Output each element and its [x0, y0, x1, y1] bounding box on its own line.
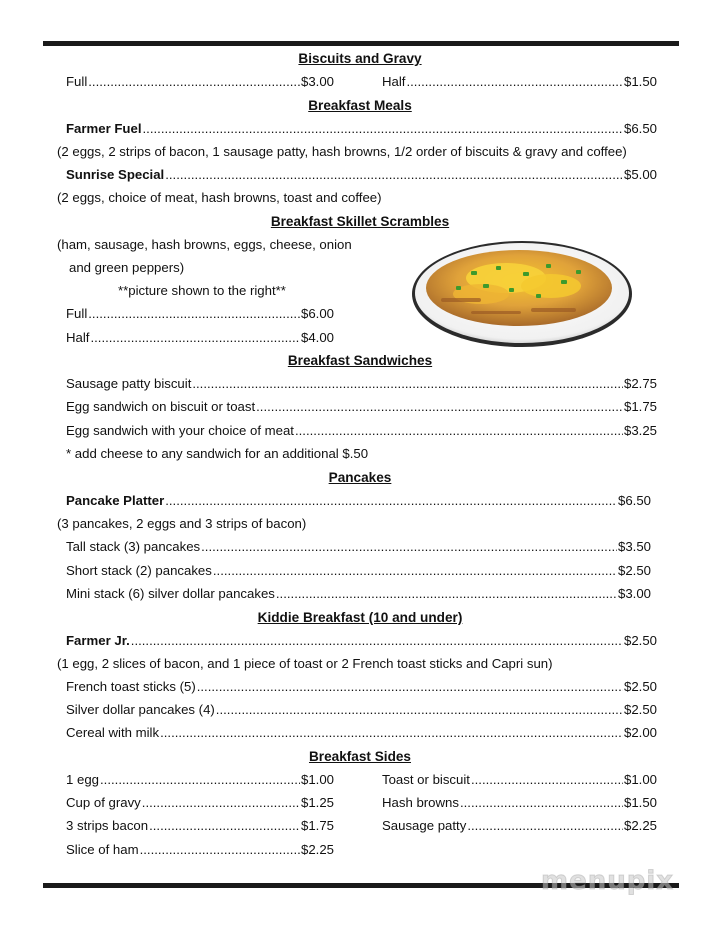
menu-item-side-egg — [66, 769, 334, 791]
leader-dots — [460, 792, 623, 814]
item-description-sunrise-special: (2 eggs, choice of meat, hash browns, toast and coffee) — [57, 190, 382, 205]
item-name: Tall stack (3) pancakes — [66, 539, 201, 554]
leader-dots — [149, 815, 300, 837]
item-price: $2.50 — [617, 563, 651, 578]
menu-item-side-bacon — [66, 815, 334, 837]
menu-item-silver-dollar-pancakes — [66, 699, 657, 721]
menu-item-egg-sandwich-meat — [66, 420, 657, 442]
item-name: Full — [66, 306, 88, 321]
item-price: $2.25 — [623, 818, 657, 833]
item-price: $2.25 — [300, 842, 334, 857]
item-price: $1.50 — [623, 74, 657, 89]
item-price: $1.00 — [300, 772, 334, 787]
item-description-farmer-jr: (1 egg, 2 slices of bacon, and 1 piece of toast or 2 French toast sticks and Capri sun) — [57, 656, 553, 671]
leader-dots — [467, 815, 623, 837]
item-name: Farmer Fuel — [66, 121, 142, 136]
item-name: 3 strips bacon — [66, 818, 149, 833]
item-name: Cup of gravy — [66, 795, 141, 810]
skillet-photo — [411, 236, 633, 348]
item-price: $2.50 — [623, 679, 657, 694]
item-price: $3.25 — [623, 423, 657, 438]
leader-dots — [100, 769, 300, 791]
item-name: Toast or biscuit — [382, 772, 470, 787]
leader-dots — [213, 560, 617, 582]
menu-item-skillet-half — [66, 327, 334, 349]
sandwich-cheese-note: * add cheese to any sandwich for an additional $.50 — [66, 446, 369, 461]
leader-dots — [256, 396, 623, 418]
leader-dots — [201, 536, 617, 558]
heading-pancakes: Pancakes — [328, 470, 392, 485]
leader-dots — [142, 792, 300, 814]
menupix-watermark: menupix — [541, 866, 675, 896]
item-name: Half — [382, 74, 406, 89]
item-price: $2.50 — [623, 633, 657, 648]
item-price: $3.00 — [617, 586, 651, 601]
menu-item-sunrise-special — [66, 164, 657, 186]
leader-dots — [295, 420, 623, 442]
item-name: Pancake Platter — [66, 493, 165, 508]
menu-item-side-sausage-patty — [382, 815, 657, 837]
item-name: Silver dollar pancakes (4) — [66, 702, 215, 717]
item-price: $1.25 — [300, 795, 334, 810]
item-price: $3.50 — [617, 539, 651, 554]
item-price: $6.50 — [617, 493, 651, 508]
menu-item-farmer-jr — [66, 630, 657, 652]
menu-item-side-ham — [66, 839, 334, 861]
item-name: Full — [66, 74, 88, 89]
leader-dots — [88, 71, 300, 93]
leader-dots — [192, 373, 623, 395]
menu-item-side-gravy — [66, 792, 334, 814]
leader-dots — [406, 71, 623, 93]
item-name: Hash browns — [382, 795, 459, 810]
item-name: Mini stack (6) silver dollar pancakes — [66, 586, 275, 601]
item-price: $6.00 — [300, 306, 334, 321]
item-price: $2.75 — [623, 376, 657, 391]
item-price: $1.75 — [300, 818, 334, 833]
heading-biscuits-and-gravy: Biscuits and Gravy — [298, 51, 422, 66]
item-price: $4.00 — [300, 330, 334, 345]
skillet-description-line1: (ham, sausage, hash browns, eggs, cheese, onion — [57, 237, 352, 252]
menu-item-pancake-platter — [66, 490, 651, 512]
leader-dots — [140, 839, 300, 861]
leader-dots — [165, 164, 623, 186]
heading-breakfast-sandwiches: Breakfast Sandwiches — [287, 353, 433, 368]
item-name: Sunrise Special — [66, 167, 165, 182]
item-name: Sausage patty — [382, 818, 467, 833]
item-name: 1 egg — [66, 772, 100, 787]
item-name: Slice of ham — [66, 842, 139, 857]
item-price: $6.50 — [623, 121, 657, 136]
skillet-description-line2: and green peppers) — [69, 260, 185, 275]
item-price: $2.00 — [623, 725, 657, 740]
item-name: Short stack (2) pancakes — [66, 563, 212, 578]
item-price: $2.50 — [623, 702, 657, 717]
item-name: Farmer Jr. — [66, 633, 130, 648]
leader-dots — [90, 327, 300, 349]
heading-skillet-scrambles: Breakfast Skillet Scrambles — [270, 214, 450, 229]
item-name: French toast sticks (5) — [66, 679, 196, 694]
menu-item-tall-stack — [66, 536, 651, 558]
item-description-farmer-fuel: (2 eggs, 2 strips of bacon, 1 sausage patty, hash browns, 1/2 order of biscuits & gravy and coffee) — [57, 144, 627, 159]
menu-item-skillet-full — [66, 303, 334, 325]
item-description-pancake-platter: (3 pancakes, 2 eggs and 3 strips of bacon) — [57, 516, 307, 531]
item-name: Egg sandwich on biscuit or toast — [66, 399, 256, 414]
item-name: Sausage patty biscuit — [66, 376, 192, 391]
item-name: Cereal with milk — [66, 725, 160, 740]
item-price: $5.00 — [623, 167, 657, 182]
menu-item-side-hash-browns — [382, 792, 657, 814]
item-name: Half — [66, 330, 90, 345]
leader-dots — [216, 699, 623, 721]
leader-dots — [160, 722, 623, 744]
item-price: $3.00 — [300, 74, 334, 89]
menu-item-egg-sandwich — [66, 396, 657, 418]
menu-item-cereal-with-milk — [66, 722, 657, 744]
leader-dots — [197, 676, 623, 698]
menu-item-french-toast-sticks — [66, 676, 657, 698]
menu-item-short-stack — [66, 560, 651, 582]
item-price: $1.75 — [623, 399, 657, 414]
leader-dots — [88, 303, 300, 325]
item-name: Egg sandwich with your choice of meat — [66, 423, 294, 438]
leader-dots — [131, 630, 623, 652]
menu-item-farmer-fuel — [66, 118, 657, 140]
menu-item-sausage-patty-biscuit — [66, 373, 657, 395]
menu-item-side-toast — [382, 769, 657, 791]
leader-dots — [165, 490, 617, 512]
item-price: $1.00 — [623, 772, 657, 787]
menu-item-biscuits-full — [66, 71, 334, 93]
menu-item-biscuits-half — [382, 71, 657, 93]
skillet-picture-note: **picture shown to the right** — [118, 283, 286, 298]
leader-dots — [143, 118, 623, 140]
heading-breakfast-sides: Breakfast Sides — [308, 749, 411, 764]
leader-dots — [471, 769, 623, 791]
leader-dots — [276, 583, 617, 605]
heading-kiddie-breakfast: Kiddie Breakfast (10 and under) — [257, 610, 463, 625]
top-rule — [43, 41, 679, 46]
heading-breakfast-meals: Breakfast Meals — [308, 98, 412, 113]
menu-item-mini-stack — [66, 583, 651, 605]
item-price: $1.50 — [623, 795, 657, 810]
